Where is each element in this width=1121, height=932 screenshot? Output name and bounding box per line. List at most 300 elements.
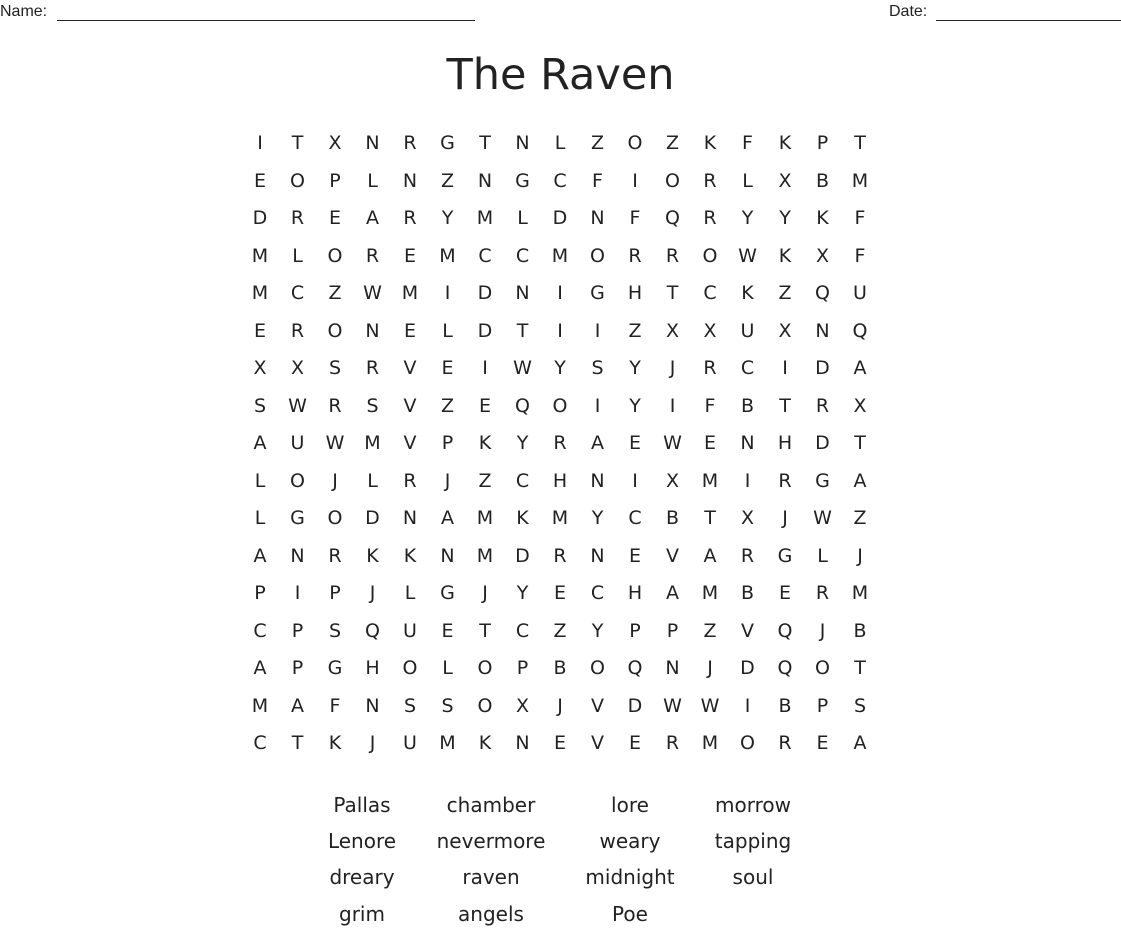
grid-letter: N: [665, 657, 680, 679]
grid-letter: G: [290, 507, 305, 529]
grid-letter: U: [403, 619, 417, 642]
date-label: Date:: [889, 3, 928, 20]
grid-letter: M: [364, 432, 381, 454]
grid-letter: M: [476, 507, 494, 529]
grid-letter: G: [440, 132, 455, 154]
grid-letter: Z: [778, 282, 792, 304]
grid-letter: S: [328, 619, 342, 642]
grid-letter: E: [253, 319, 266, 342]
grid-letter: R: [328, 544, 342, 567]
grid-letter: A: [253, 657, 267, 679]
grid-letter: M: [701, 582, 719, 604]
grid-letter: X: [815, 244, 830, 267]
grid-letter: Q: [665, 207, 680, 229]
grid-letter: H: [627, 282, 643, 304]
grid-letter: J: [707, 657, 713, 679]
word-list-item: grim: [339, 902, 385, 926]
grid-letter: K: [478, 432, 492, 454]
grid-letter: Z: [590, 132, 605, 154]
grid-letter: L: [404, 582, 416, 604]
grid-letter: C: [290, 282, 305, 304]
grid-letter: D: [477, 282, 493, 304]
grid-letter: T: [854, 132, 866, 154]
grid-letter: K: [403, 544, 417, 567]
grid-letter: P: [329, 582, 341, 604]
grid-letter: J: [819, 619, 826, 642]
grid-letter: H: [365, 657, 380, 679]
grid-letter: O: [477, 694, 493, 717]
grid-letter: B: [665, 507, 680, 529]
grid-letter: P: [329, 169, 341, 192]
grid-letter: W: [813, 507, 832, 529]
grid-letter: P: [291, 619, 304, 642]
grid-letter: A: [591, 432, 604, 454]
grid-letter: O: [290, 469, 305, 492]
grid-letter: I: [782, 357, 788, 379]
grid-letter: V: [403, 394, 417, 417]
grid-letter: U: [403, 732, 417, 754]
grid-letter: M: [701, 732, 719, 754]
grid-letter: M: [401, 282, 419, 304]
grid-letter: D: [815, 432, 830, 454]
grid-letter: K: [816, 207, 829, 229]
grid-letter: I: [557, 319, 563, 342]
word-list-item: tapping: [714, 829, 792, 853]
grid-letter: A: [853, 469, 867, 492]
grid-letter: S: [366, 394, 379, 417]
grid-letter: I: [744, 469, 751, 492]
grid-letter: X: [328, 132, 342, 154]
grid-letter: V: [403, 432, 417, 454]
grid-letter: Q: [515, 394, 530, 417]
grid-letter: O: [552, 394, 568, 417]
grid-letter: R: [290, 319, 305, 342]
grid-letter: Y: [554, 357, 566, 379]
grid-letter: Z: [703, 619, 717, 642]
grid-letter: E: [703, 432, 716, 454]
grid-letter: R: [365, 357, 380, 379]
grid-letter: Z: [553, 619, 567, 642]
grid-letter: D: [815, 357, 830, 379]
grid-letter: X: [665, 319, 680, 342]
grid-letter: W: [663, 432, 682, 454]
grid-letter: T: [516, 319, 529, 342]
grid-letter: M: [551, 244, 569, 267]
grid-letter: L: [254, 469, 266, 492]
grid-letter: U: [290, 432, 305, 454]
grid-letter: R: [290, 207, 305, 229]
grid-letter: N: [365, 319, 380, 342]
grid-letter: J: [444, 469, 451, 492]
grid-letter: I: [594, 319, 601, 342]
grid-letter: B: [740, 394, 755, 417]
grid-letter: I: [632, 469, 638, 492]
grid-letter: D: [515, 544, 530, 567]
grid-letter: O: [627, 132, 643, 154]
grid-letter: Z: [478, 469, 492, 492]
grid-letter: H: [777, 432, 793, 454]
grid-letter: K: [778, 132, 792, 154]
grid-letter: K: [741, 282, 754, 304]
name-blank-line[interactable]: [57, 20, 475, 21]
grid-letter: V: [591, 694, 604, 717]
grid-letter: T: [666, 282, 679, 304]
grid-letter: Y: [591, 507, 604, 529]
grid-letter: F: [629, 207, 641, 229]
grid-letter: Q: [815, 282, 830, 304]
grid-letter: W: [663, 694, 682, 717]
grid-letter: C: [703, 282, 717, 304]
grid-letter: B: [853, 619, 867, 642]
grid-letter: W: [325, 432, 345, 454]
grid-letter: I: [632, 169, 638, 192]
grid-letter: R: [403, 132, 417, 154]
word-list-item: nevermore: [436, 829, 546, 853]
grid-letter: V: [403, 357, 417, 379]
grid-letter: Q: [852, 319, 868, 342]
grid-letter: M: [476, 544, 494, 567]
grid-letter: N: [515, 132, 530, 154]
grid-letter: S: [441, 694, 454, 717]
grid-letter: L: [367, 169, 378, 192]
grid-letter: X: [515, 694, 530, 717]
grid-letter: I: [482, 357, 488, 379]
word-search-grid: [241, 124, 879, 761]
grid-letter: Q: [777, 657, 793, 679]
grid-letter: I: [744, 694, 751, 717]
grid-letter: W: [700, 694, 720, 717]
grid-letter: E: [816, 732, 829, 754]
grid-letter: L: [442, 657, 453, 679]
grid-letter: G: [327, 657, 343, 679]
grid-letter: A: [253, 544, 267, 567]
grid-letter: R: [778, 732, 792, 754]
grid-letter: Q: [365, 619, 380, 642]
grid-letter: I: [557, 282, 563, 304]
grid-letter: E: [328, 207, 341, 229]
grid-letter: R: [553, 544, 567, 567]
grid-letter: X: [290, 357, 305, 379]
grid-letter: T: [479, 132, 491, 154]
word-list-item: Lenore: [327, 829, 397, 853]
grid-letter: N: [402, 169, 418, 192]
grid-letter: K: [328, 732, 342, 754]
grid-letter: P: [629, 619, 641, 642]
grid-letter: I: [294, 582, 301, 604]
grid-letter: K: [778, 244, 792, 267]
grid-letter: V: [666, 544, 679, 567]
grid-letter: T: [779, 394, 791, 417]
grid-letter: C: [478, 244, 492, 267]
grid-letter: Y: [591, 619, 604, 642]
word-list-item: midnight: [585, 865, 675, 889]
grid-letter: O: [815, 657, 830, 679]
grid-letter: W: [288, 394, 307, 417]
grid-letter: C: [740, 357, 755, 379]
grid-letter: W: [363, 282, 382, 304]
grid-letter: J: [369, 732, 376, 754]
grid-letter: S: [253, 394, 267, 417]
grid-letter: V: [591, 732, 604, 754]
grid-letter: C: [553, 169, 567, 192]
grid-letter: N: [815, 319, 830, 342]
grid-letter: A: [853, 357, 867, 379]
grid-letter: J: [482, 582, 488, 604]
grid-letter: C: [253, 732, 267, 754]
grid-letter: M: [251, 244, 269, 267]
grid-letter: L: [254, 507, 266, 529]
grid-letter: N: [740, 432, 755, 454]
page-title: The Raven: [446, 50, 675, 100]
grid-letter: C: [515, 469, 530, 492]
grid-letter: L: [367, 469, 378, 492]
grid-letter: R: [740, 544, 755, 567]
grid-letter: A: [666, 582, 679, 604]
grid-letter: Z: [853, 507, 867, 529]
grid-letter: O: [290, 169, 305, 192]
grid-letter: J: [857, 544, 863, 567]
grid-letter: M: [551, 507, 569, 529]
word-list-item: lore: [611, 793, 649, 817]
grid-letter: D: [365, 507, 380, 529]
grid-letter: H: [627, 582, 643, 604]
grid-letter: N: [365, 694, 380, 717]
grid-letter: G: [440, 582, 455, 604]
grid-letter: R: [703, 357, 717, 379]
grid-letter: E: [441, 357, 454, 379]
grid-letter: D: [552, 207, 568, 229]
grid-letter: Q: [777, 619, 793, 642]
word-list-item: angels: [458, 902, 524, 926]
grid-letter: Y: [516, 432, 529, 454]
grid-letter: O: [477, 657, 493, 679]
word-list-item: soul: [732, 865, 774, 889]
grid-letter: J: [332, 469, 338, 492]
grid-letter: L: [742, 169, 753, 192]
grid-letter: P: [816, 132, 829, 154]
grid-letter: K: [478, 732, 492, 754]
grid-letter: N: [402, 507, 418, 529]
word-list-item: raven: [462, 865, 520, 889]
grid-letter: I: [257, 132, 263, 154]
grid-letter: W: [738, 244, 757, 267]
grid-letter: X: [853, 394, 867, 417]
grid-letter: B: [778, 694, 792, 717]
grid-letter: C: [628, 507, 642, 529]
grid-letter: S: [591, 357, 604, 379]
grid-letter: V: [741, 619, 754, 642]
grid-letter: R: [365, 244, 380, 267]
word-list-item: weary: [599, 829, 661, 853]
grid-letter: K: [366, 544, 379, 567]
grid-letter: I: [594, 394, 601, 417]
grid-letter: N: [515, 732, 530, 754]
grid-letter: L: [817, 544, 828, 567]
grid-letter: J: [669, 357, 676, 379]
grid-letter: U: [853, 282, 867, 304]
grid-letter: N: [477, 169, 493, 192]
grid-letter: A: [291, 694, 304, 717]
grid-letter: Y: [629, 394, 641, 417]
grid-letter: J: [557, 694, 563, 717]
grid-letter: R: [703, 169, 717, 192]
grid-letter: X: [740, 507, 755, 529]
grid-letter: I: [669, 394, 676, 417]
grid-letter: R: [778, 469, 792, 492]
grid-letter: T: [479, 619, 491, 642]
grid-letter: T: [704, 507, 716, 529]
grid-letter: G: [777, 544, 793, 567]
grid-letter: Y: [629, 357, 641, 379]
grid-letter: K: [516, 507, 529, 529]
grid-letter: P: [816, 694, 829, 717]
grid-letter: S: [853, 694, 867, 717]
grid-letter: E: [628, 732, 641, 754]
grid-letter: S: [403, 694, 417, 717]
grid-letter: T: [854, 657, 866, 679]
grid-letter: N: [590, 469, 605, 492]
grid-letter: N: [515, 282, 530, 304]
grid-letter: F: [704, 394, 716, 417]
grid-letter: C: [515, 619, 530, 642]
grid-letter: M: [701, 469, 719, 492]
grid-letter: R: [403, 207, 417, 229]
grid-letter: N: [440, 544, 455, 567]
grid-letter: T: [291, 732, 304, 754]
grid-letter: R: [403, 469, 417, 492]
grid-letter: D: [252, 207, 268, 229]
grid-letter: C: [515, 244, 530, 267]
grid-letter: P: [291, 657, 304, 679]
grid-letter: B: [553, 657, 567, 679]
grid-letter: R: [628, 244, 642, 267]
grid-letter: O: [740, 732, 755, 754]
grid-letter: O: [327, 319, 343, 342]
grid-letter: S: [328, 357, 342, 379]
grid-letter: R: [815, 394, 830, 417]
grid-letter: E: [253, 169, 266, 192]
grid-letter: I: [444, 282, 451, 304]
grid-letter: E: [553, 582, 566, 604]
grid-letter: K: [703, 132, 717, 154]
grid-letter: Z: [328, 282, 342, 304]
grid-letter: O: [402, 657, 418, 679]
grid-letter: C: [590, 582, 605, 604]
grid-letter: X: [253, 357, 267, 379]
grid-letter: O: [590, 657, 605, 679]
grid-letter: O: [702, 244, 718, 267]
grid-letter: X: [778, 169, 792, 192]
grid-letter: L: [517, 207, 528, 229]
grid-letter: R: [328, 394, 342, 417]
grid-letter: D: [477, 319, 493, 342]
grid-letter: E: [628, 432, 641, 454]
grid-letter: L: [292, 244, 303, 267]
grid-letter: D: [627, 694, 643, 717]
word-list-item: morrow: [715, 793, 791, 817]
grid-letter: N: [365, 132, 380, 154]
grid-letter: T: [854, 432, 866, 454]
grid-letter: D: [740, 657, 755, 679]
grid-letter: L: [554, 132, 566, 154]
grid-letter: P: [441, 432, 454, 454]
grid-letter: E: [478, 394, 491, 417]
grid-letter: W: [513, 357, 532, 379]
grid-letter: F: [854, 244, 866, 267]
grid-letter: M: [251, 282, 269, 304]
word-list-item: dreary: [329, 865, 395, 889]
grid-letter: A: [853, 732, 867, 754]
grid-letter: C: [253, 619, 267, 642]
grid-letter: E: [403, 244, 416, 267]
grid-letter: A: [703, 544, 717, 567]
grid-letter: Z: [440, 394, 455, 417]
grid-letter: U: [740, 319, 755, 342]
grid-letter: E: [553, 732, 566, 754]
grid-letter: P: [516, 657, 529, 679]
grid-letter: R: [553, 432, 567, 454]
grid-letter: G: [515, 169, 530, 192]
grid-letter: M: [251, 694, 269, 717]
grid-letter: E: [441, 619, 454, 642]
grid-letter: E: [628, 544, 641, 567]
grid-letter: Y: [516, 582, 529, 604]
grid-letter: J: [782, 507, 788, 529]
grid-letter: Q: [627, 657, 643, 679]
grid-letter: F: [329, 694, 341, 717]
grid-letter: B: [740, 582, 755, 604]
name-label: Name:: [0, 3, 48, 20]
grid-letter: R: [815, 582, 830, 604]
grid-letter: R: [665, 244, 680, 267]
grid-letter: X: [703, 319, 717, 342]
grid-letter: G: [815, 469, 830, 492]
word-list-item: Pallas: [333, 793, 391, 817]
grid-letter: B: [815, 169, 830, 192]
grid-letter: L: [442, 319, 453, 342]
grid-letter: E: [403, 319, 416, 342]
grid-letter: T: [291, 132, 304, 154]
grid-letter: F: [854, 207, 866, 229]
grid-letter: Z: [665, 132, 680, 154]
grid-letter: Y: [441, 207, 454, 229]
grid-letter: Z: [628, 319, 642, 342]
grid-letter: F: [742, 132, 753, 154]
grid-letter: O: [327, 507, 343, 529]
grid-letter: G: [590, 282, 605, 304]
grid-letter: P: [666, 619, 679, 642]
grid-letter: A: [441, 507, 454, 529]
grid-letter: M: [851, 582, 869, 604]
grid-letter: M: [439, 244, 456, 267]
grid-letter: N: [590, 544, 605, 567]
grid-letter: Z: [440, 169, 455, 192]
word-list-item: chamber: [446, 793, 536, 817]
grid-letter: P: [254, 582, 266, 604]
grid-letter: E: [778, 582, 791, 604]
grid-letter: Y: [779, 207, 791, 229]
grid-letter: M: [439, 732, 456, 754]
grid-letter: X: [778, 319, 792, 342]
grid-letter: X: [665, 469, 680, 492]
date-blank-line[interactable]: [936, 20, 1121, 21]
grid-letter: Y: [741, 207, 754, 229]
grid-letter: R: [665, 732, 680, 754]
grid-letter: F: [592, 169, 603, 192]
word-list-item: Poe: [612, 902, 648, 926]
grid-letter: A: [366, 207, 379, 229]
grid-letter: H: [552, 469, 568, 492]
